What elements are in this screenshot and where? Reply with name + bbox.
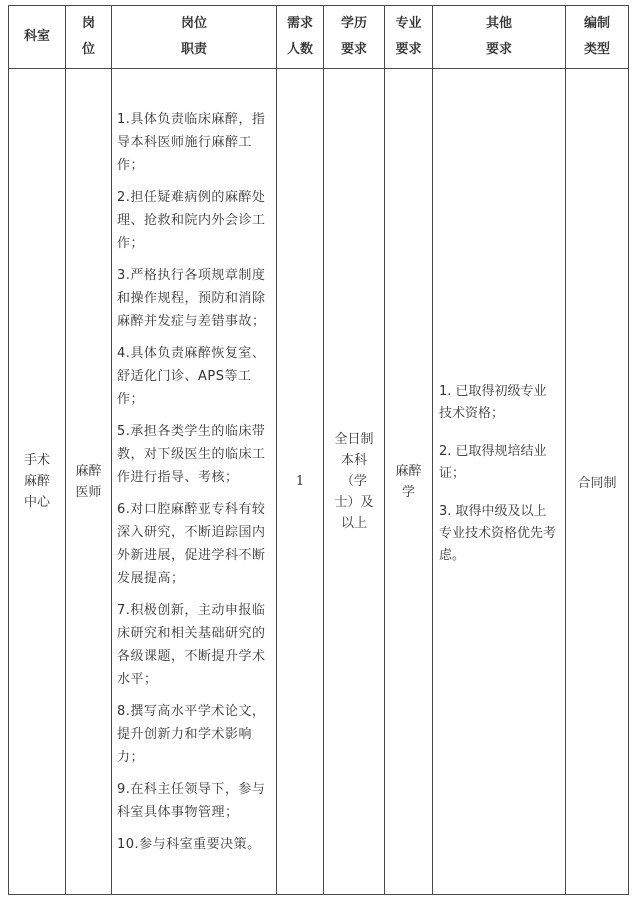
requirement-item: 2. 已取得规培结业证； [439, 443, 547, 481]
header-education: 学历 要求 [324, 6, 385, 69]
duty-item: 7.积极创新，主动申报临床研究和相关基础研究的各级课题，不断提升学术水平； [117, 602, 266, 687]
header-dept: 科室 [9, 6, 66, 69]
header-position: 岗 位 [66, 6, 112, 69]
cell-position: 麻醉 医师 [66, 69, 112, 895]
duty-item: 8.撰写高水平学术论文，提升创新力和学术影响力； [117, 703, 266, 765]
cell-other [433, 69, 566, 895]
header-other: 其他 要求 [433, 6, 566, 69]
header-row [9, 6, 629, 69]
duty-item: 2.担任疑难病例的麻醉处理、抢救和院内外会诊工作； [117, 189, 266, 251]
header-staffing: 编制 类型 [566, 6, 629, 69]
duty-item: 6.对口腔麻醉亚专科有较深入研究，不断追踪国内外新进展，促进学科不断发展提高； [117, 501, 266, 586]
duty-item: 4.具体负责麻醉恢复室、舒适化门诊、APS等工作； [117, 345, 266, 407]
cell-dept: 手术 麻醉 中心 [9, 69, 66, 895]
cell-education: 全日制 本科 （学 士）及 以上 [324, 69, 385, 895]
duty-item: 3.严格执行各项规章制度和操作规程，预防和消除麻醉并发症与差错事故； [117, 267, 266, 329]
duty-item: 5.承担各类学生的临床带教，对下级医生的临床工作进行指导、考核； [117, 423, 266, 485]
header-duties: 岗位 职责 [112, 6, 277, 69]
duty-item: 1.具体负责临床麻醉，指导本科医师施行麻醉工作； [117, 111, 266, 173]
header-major: 专业 要求 [385, 6, 433, 69]
table-row [9, 69, 629, 895]
cell-staffing: 合同制 [566, 69, 629, 895]
recruitment-table [8, 5, 629, 895]
cell-duties [112, 69, 277, 895]
requirement-item: 1. 已取得初级专业技术资格； [439, 383, 547, 421]
duty-item: 10.参与科室重要决策。 [117, 836, 261, 852]
requirement-item: 3. 取得中级及以上专业技术资格优先考虑。 [439, 503, 557, 563]
header-count: 需求 人数 [277, 6, 324, 69]
duty-item: 9.在科主任领导下，参与科室具体事物管理； [117, 781, 266, 820]
cell-count: 1 [277, 69, 324, 895]
cell-major: 麻醉 学 [385, 69, 433, 895]
